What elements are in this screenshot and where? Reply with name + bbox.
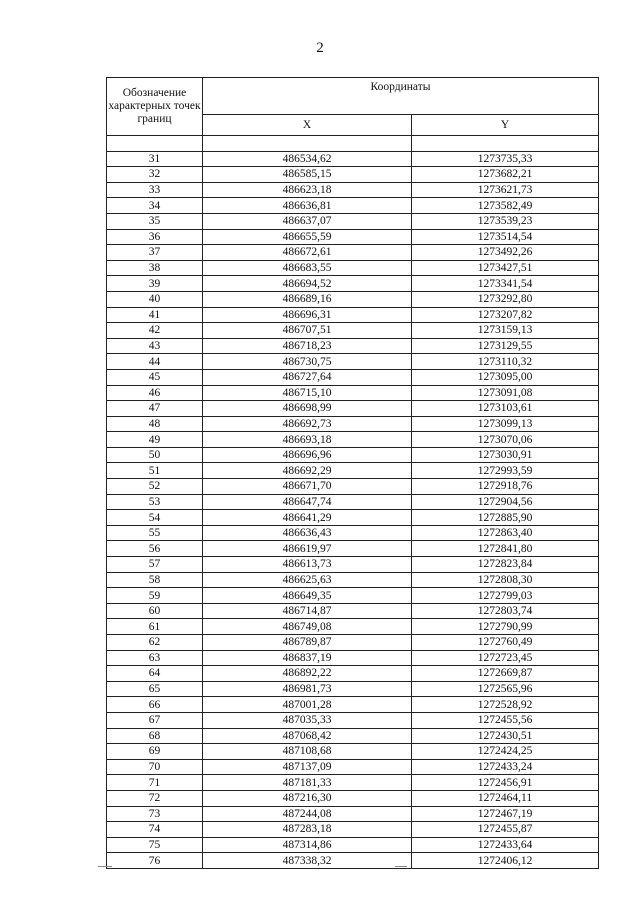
- y-coordinate-cell: 1272455,56: [412, 712, 599, 728]
- point-cell: 43: [107, 338, 203, 354]
- scan-artifact: [98, 866, 112, 867]
- y-coordinate-cell: 1272841,80: [412, 541, 599, 557]
- table-row: [107, 697, 599, 713]
- y-coordinate-cell: 1272456,91: [412, 775, 599, 791]
- y-coordinate-cell: 1273099,13: [412, 416, 599, 432]
- table-row: [107, 323, 599, 339]
- point-cell: 38: [107, 260, 203, 276]
- point-cell: 34: [107, 198, 203, 214]
- x-coordinate-cell: 487314,86: [203, 837, 412, 853]
- y-coordinate-cell: 1273341,54: [412, 276, 599, 292]
- point-cell: 35: [107, 213, 203, 229]
- point-cell: 63: [107, 650, 203, 666]
- x-coordinate-cell: 486837,19: [203, 650, 412, 666]
- y-coordinate-cell: 1273539,23: [412, 213, 599, 229]
- point-cell: 45: [107, 369, 203, 385]
- point-cell: 74: [107, 822, 203, 838]
- table-row: [107, 229, 599, 245]
- point-cell: 56: [107, 541, 203, 557]
- point-cell: 71: [107, 775, 203, 791]
- point-cell: 55: [107, 525, 203, 541]
- x-coordinate-cell: 486683,55: [203, 260, 412, 276]
- point-cell: 49: [107, 432, 203, 448]
- table-row: [107, 494, 599, 510]
- coordinates-header: Координаты: [203, 78, 599, 115]
- point-cell: 73: [107, 806, 203, 822]
- x-coordinate-cell: 487108,68: [203, 744, 412, 760]
- table-row: [107, 291, 599, 307]
- y-coordinate-cell: 1272803,74: [412, 603, 599, 619]
- table-row: [107, 167, 599, 183]
- table-row: [107, 447, 599, 463]
- point-cell: 32: [107, 167, 203, 183]
- x-coordinate-cell: 486623,18: [203, 182, 412, 198]
- point-cell: 31: [107, 151, 203, 167]
- x-coordinate-cell: 486692,73: [203, 416, 412, 432]
- y-coordinate-cell: 1272918,76: [412, 479, 599, 495]
- point-cell: 62: [107, 635, 203, 651]
- x-coordinate-cell: 486727,64: [203, 369, 412, 385]
- y-coordinate-cell: 1273682,21: [412, 167, 599, 183]
- point-cell: 59: [107, 588, 203, 604]
- table-row: [107, 510, 599, 526]
- y-coordinate-cell: 1273735,33: [412, 151, 599, 167]
- x-coordinate-cell: 486636,43: [203, 525, 412, 541]
- x-coordinate-cell: 486671,70: [203, 479, 412, 495]
- x-coordinate-cell: 486637,07: [203, 213, 412, 229]
- y-coordinate-cell: 1272863,40: [412, 525, 599, 541]
- point-cell: 37: [107, 245, 203, 261]
- point-cell: 75: [107, 837, 203, 853]
- x-coordinate-cell: 486696,31: [203, 307, 412, 323]
- x-coordinate-cell: 486694,52: [203, 276, 412, 292]
- y-coordinate-cell: 1273492,26: [412, 245, 599, 261]
- y-coordinate-cell: 1272760,49: [412, 635, 599, 651]
- table-row: [107, 276, 599, 292]
- y-coordinate-cell: 1273292,80: [412, 291, 599, 307]
- table-row: [107, 525, 599, 541]
- point-cell: 67: [107, 712, 203, 728]
- table-row: [107, 541, 599, 557]
- point-cell: 68: [107, 728, 203, 744]
- x-coordinate-cell: 486619,97: [203, 541, 412, 557]
- x-coordinate-cell: 487035,33: [203, 712, 412, 728]
- table-row: [107, 338, 599, 354]
- page-number: 2: [316, 40, 324, 56]
- point-cell: 50: [107, 447, 203, 463]
- table-row: [107, 572, 599, 588]
- point-cell: 57: [107, 557, 203, 573]
- point-cell: 44: [107, 354, 203, 370]
- point-cell: 42: [107, 323, 203, 339]
- y-coordinate-cell: 1272433,24: [412, 759, 599, 775]
- y-coordinate-cell: 1273621,73: [412, 182, 599, 198]
- table-row: [107, 245, 599, 261]
- table-row: [107, 151, 599, 167]
- x-coordinate-cell: 486714,87: [203, 603, 412, 619]
- y-coordinate-cell: 1272430,51: [412, 728, 599, 744]
- table-row: [107, 853, 599, 869]
- y-coordinate-cell: 1272467,19: [412, 806, 599, 822]
- y-coordinate-cell: 1273030,91: [412, 447, 599, 463]
- table-header-row: [107, 78, 599, 115]
- y-coordinate-cell: 1272723,45: [412, 650, 599, 666]
- x-coordinate-cell: 487338,32: [203, 853, 412, 869]
- y-coordinate-cell: 1272424,25: [412, 744, 599, 760]
- y-axis-header: Y: [412, 115, 599, 136]
- point-cell: 52: [107, 479, 203, 495]
- table-row: [107, 837, 599, 853]
- point-cell: 48: [107, 416, 203, 432]
- point-cell: 47: [107, 401, 203, 417]
- spacer-cell: [203, 136, 412, 152]
- point-cell: 51: [107, 463, 203, 479]
- table-body: [107, 136, 599, 869]
- point-cell: 72: [107, 790, 203, 806]
- x-coordinate-cell: 486707,51: [203, 323, 412, 339]
- table-row: [107, 619, 599, 635]
- x-coordinate-cell: 486655,59: [203, 229, 412, 245]
- x-coordinate-cell: 486649,35: [203, 588, 412, 604]
- table-row: [107, 806, 599, 822]
- table-row: [107, 213, 599, 229]
- y-coordinate-cell: 1272993,59: [412, 463, 599, 479]
- table-row: [107, 401, 599, 417]
- header-spacer-row: [107, 136, 599, 152]
- scan-artifact: [395, 866, 407, 867]
- table-row: [107, 790, 599, 806]
- y-coordinate-cell: 1272799,03: [412, 588, 599, 604]
- table-row: [107, 463, 599, 479]
- x-coordinate-cell: 486892,22: [203, 666, 412, 682]
- table-row: [107, 369, 599, 385]
- y-coordinate-cell: 1272790,99: [412, 619, 599, 635]
- point-cell: 58: [107, 572, 203, 588]
- table-row: [107, 354, 599, 370]
- point-cell: 41: [107, 307, 203, 323]
- point-cell: 54: [107, 510, 203, 526]
- table-row: [107, 432, 599, 448]
- table-row: [107, 557, 599, 573]
- x-coordinate-cell: 487068,42: [203, 728, 412, 744]
- y-coordinate-cell: 1272885,90: [412, 510, 599, 526]
- point-cell: 36: [107, 229, 203, 245]
- table-row: [107, 182, 599, 198]
- x-coordinate-cell: 487244,08: [203, 806, 412, 822]
- point-cell: 76: [107, 853, 203, 869]
- table-row: [107, 385, 599, 401]
- x-coordinate-cell: 486693,18: [203, 432, 412, 448]
- table-row: [107, 822, 599, 838]
- point-designation-header: Обозначение характерных точек границ: [107, 78, 203, 136]
- y-coordinate-cell: 1273159,13: [412, 323, 599, 339]
- x-coordinate-cell: 486613,73: [203, 557, 412, 573]
- point-cell: 39: [107, 276, 203, 292]
- x-coordinate-cell: 486641,29: [203, 510, 412, 526]
- point-cell: 46: [107, 385, 203, 401]
- x-coordinate-cell: 487216,30: [203, 790, 412, 806]
- x-coordinate-cell: 487001,28: [203, 697, 412, 713]
- x-coordinate-cell: 486730,75: [203, 354, 412, 370]
- x-coordinate-cell: 486715,10: [203, 385, 412, 401]
- point-cell: 65: [107, 681, 203, 697]
- table-row: [107, 681, 599, 697]
- y-coordinate-cell: 1272823,84: [412, 557, 599, 573]
- x-coordinate-cell: 486625,63: [203, 572, 412, 588]
- y-coordinate-cell: 1273514,54: [412, 229, 599, 245]
- y-coordinate-cell: 1273582,49: [412, 198, 599, 214]
- table-row: [107, 635, 599, 651]
- y-coordinate-cell: 1273103,61: [412, 401, 599, 417]
- spacer-cell: [107, 136, 203, 152]
- x-coordinate-cell: 487283,18: [203, 822, 412, 838]
- table-row: [107, 728, 599, 744]
- y-coordinate-cell: 1273110,32: [412, 354, 599, 370]
- x-coordinate-cell: 486672,61: [203, 245, 412, 261]
- y-coordinate-cell: 1272669,87: [412, 666, 599, 682]
- x-coordinate-cell: 487181,33: [203, 775, 412, 791]
- x-axis-header: X: [203, 115, 412, 136]
- y-coordinate-cell: 1272904,56: [412, 494, 599, 510]
- x-coordinate-cell: 486636,81: [203, 198, 412, 214]
- x-coordinate-cell: 486647,74: [203, 494, 412, 510]
- y-coordinate-cell: 1272433,64: [412, 837, 599, 853]
- table-row: [107, 666, 599, 682]
- x-coordinate-cell: 486981,73: [203, 681, 412, 697]
- y-coordinate-cell: 1273070,06: [412, 432, 599, 448]
- x-coordinate-cell: 486789,87: [203, 635, 412, 651]
- y-coordinate-cell: 1273129,55: [412, 338, 599, 354]
- x-coordinate-cell: 486698,99: [203, 401, 412, 417]
- table-row: [107, 603, 599, 619]
- y-coordinate-cell: 1273095,00: [412, 369, 599, 385]
- table-row: [107, 650, 599, 666]
- y-coordinate-cell: 1272528,92: [412, 697, 599, 713]
- x-coordinate-cell: 486692,29: [203, 463, 412, 479]
- point-cell: 33: [107, 182, 203, 198]
- table-row: [107, 479, 599, 495]
- table-row: [107, 416, 599, 432]
- x-coordinate-cell: 487137,09: [203, 759, 412, 775]
- table-row: [107, 307, 599, 323]
- table-row: [107, 759, 599, 775]
- spacer-cell: [412, 136, 599, 152]
- table-row: [107, 260, 599, 276]
- table-row: [107, 775, 599, 791]
- x-coordinate-cell: 486718,23: [203, 338, 412, 354]
- point-cell: 53: [107, 494, 203, 510]
- y-coordinate-cell: 1273427,51: [412, 260, 599, 276]
- x-coordinate-cell: 486534,62: [203, 151, 412, 167]
- x-coordinate-cell: 486696,96: [203, 447, 412, 463]
- point-cell: 64: [107, 666, 203, 682]
- point-cell: 40: [107, 291, 203, 307]
- point-cell: 69: [107, 744, 203, 760]
- point-cell: 66: [107, 697, 203, 713]
- x-coordinate-cell: 486585,15: [203, 167, 412, 183]
- y-coordinate-cell: 1272565,96: [412, 681, 599, 697]
- table-row: [107, 744, 599, 760]
- x-coordinate-cell: 486689,16: [203, 291, 412, 307]
- coordinates-table: [106, 77, 599, 869]
- y-coordinate-cell: 1273091,08: [412, 385, 599, 401]
- y-coordinate-cell: 1272808,30: [412, 572, 599, 588]
- point-cell: 61: [107, 619, 203, 635]
- y-coordinate-cell: 1272455,87: [412, 822, 599, 838]
- point-cell: 70: [107, 759, 203, 775]
- point-cell: 60: [107, 603, 203, 619]
- y-coordinate-cell: 1272464,11: [412, 790, 599, 806]
- table-row: [107, 588, 599, 604]
- y-coordinate-cell: 1273207,82: [412, 307, 599, 323]
- y-coordinate-cell: 1272406,12: [412, 853, 599, 869]
- table-row: [107, 712, 599, 728]
- table-row: [107, 198, 599, 214]
- x-coordinate-cell: 486749,08: [203, 619, 412, 635]
